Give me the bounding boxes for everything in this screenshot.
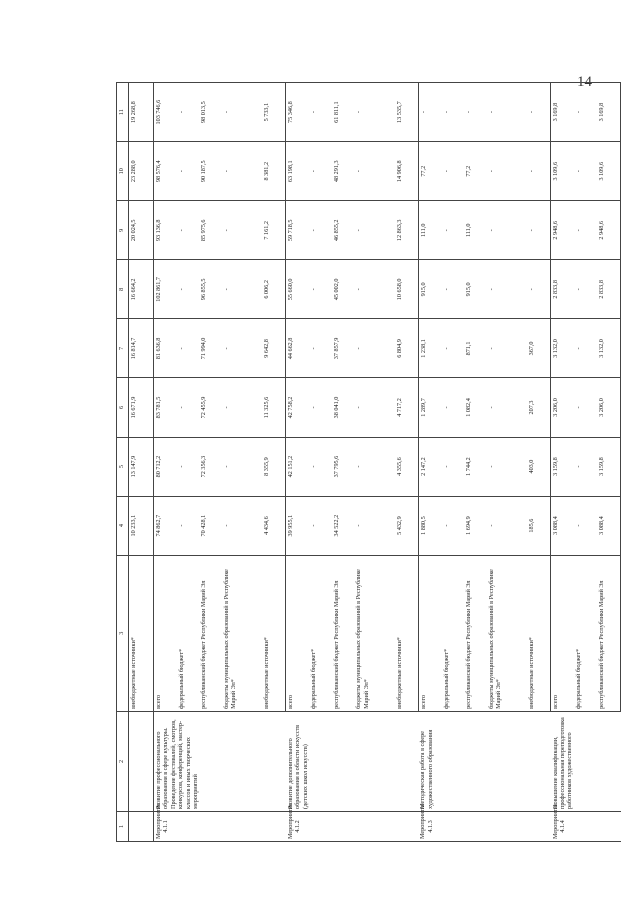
activity-id-cell: Мероприятие 4.1.1 — [153, 811, 285, 841]
value-cell: 2 833,8 — [551, 260, 575, 319]
value-cell: 2 948,6 — [597, 201, 621, 260]
value-cell: 3 206,0 — [597, 378, 621, 437]
funding-source-cell: бюджеты муниципальных образований в Республике Марий Эл* — [487, 555, 527, 711]
value-cell: 90 187,5 — [199, 142, 221, 201]
value-cell: 3 132,0 — [551, 319, 575, 378]
value-cell: 1 082,4 — [464, 378, 486, 437]
activity-name-cell: Методическая работа в сфере художественного образования — [418, 711, 550, 811]
value-cell: - — [487, 496, 527, 555]
value-cell: 103 746,6 — [153, 83, 177, 142]
value-cell: 77,2 — [464, 142, 486, 201]
value-cell: - — [309, 260, 331, 319]
value-cell: 2 147,2 — [418, 437, 442, 496]
value-cell: - — [309, 142, 331, 201]
funding-source-cell: внебюджетные источники* — [527, 555, 551, 711]
value-cell: 75 346,8 — [286, 83, 310, 142]
value-cell: - — [177, 142, 199, 201]
table-row — [551, 83, 575, 842]
value-cell: - — [487, 142, 527, 201]
value-cell: 11 325,6 — [262, 378, 286, 437]
value-cell: 37 857,9 — [332, 319, 354, 378]
funding-source-cell: республиканский бюджет Республики Марий Эл — [597, 555, 621, 711]
value-cell: 8 381,2 — [262, 142, 286, 201]
value-cell: - — [487, 437, 527, 496]
column-header: 8 — [117, 260, 129, 319]
table-row — [153, 83, 177, 842]
value-cell: 19 268,8 — [129, 83, 154, 142]
value-cell: 2 948,6 — [551, 201, 575, 260]
value-cell: - — [574, 201, 596, 260]
value-cell: 98 013,5 — [199, 83, 221, 142]
value-cell: 38 041,0 — [332, 378, 354, 437]
value-cell: - — [574, 83, 596, 142]
value-cell: - — [442, 260, 464, 319]
value-cell: 45 002,0 — [332, 260, 354, 319]
funding-source-cell: внебюджетные источники* — [262, 555, 286, 711]
value-cell: - — [309, 83, 331, 142]
column-header: 5 — [117, 437, 129, 496]
funding-source-cell: бюджеты муниципальных образований в Республике Марий Эл* — [354, 555, 394, 711]
value-cell: - — [354, 378, 394, 437]
value-cell: 111,0 — [464, 201, 486, 260]
page-number: 14 — [577, 74, 592, 90]
funding-source-cell: бюджеты муниципальных образований в Республике Марий Эл* — [222, 555, 262, 711]
value-cell: - — [487, 319, 527, 378]
activity-name-cell: Развитие дополнительного образования в области искусств (детских школ искусств) — [286, 711, 418, 811]
value-cell: 42 758,2 — [286, 378, 310, 437]
value-cell: 48 291,3 — [332, 142, 354, 201]
value-cell: 3 159,8 — [597, 437, 621, 496]
value-cell: 42 151,2 — [286, 437, 310, 496]
activity-name-cell: Развитие профессионального образования в сфере культуры. Проведение фестивалей, смотров, конкурсов, конференций, мастер-классов и иных творческих мероприятий — [153, 711, 285, 811]
value-cell: 93 136,8 — [153, 201, 177, 260]
funding-source-cell: всего — [551, 555, 575, 711]
value-cell: - — [487, 83, 527, 142]
value-cell: - — [464, 83, 486, 142]
activity-name-cell: Повышение квалификации, профессиональная переподготовка работников художественного — [551, 711, 621, 811]
funding-source-cell: республиканский бюджет Республики Марий Эл — [332, 555, 354, 711]
value-cell: - — [442, 496, 464, 555]
column-header: 7 — [117, 319, 129, 378]
value-cell: - — [177, 437, 199, 496]
value-cell: - — [222, 319, 262, 378]
funding-source-cell: республиканский бюджет Республики Марий Эл — [464, 555, 486, 711]
value-cell: 3 088,4 — [597, 496, 621, 555]
value-cell: 4 434,6 — [262, 496, 286, 555]
value-cell: 5 432,9 — [395, 496, 419, 555]
table-row — [129, 83, 154, 842]
value-cell: - — [354, 437, 394, 496]
value-cell: 185,6 — [527, 496, 551, 555]
value-cell: - — [442, 437, 464, 496]
value-cell: 37 795,6 — [332, 437, 354, 496]
value-cell: 96 855,5 — [199, 260, 221, 319]
column-header: 3 — [117, 555, 129, 711]
value-cell: 81 636,8 — [153, 319, 177, 378]
value-cell: 9 642,8 — [262, 319, 286, 378]
value-cell: 3 159,8 — [551, 437, 575, 496]
rotated-table-container — [116, 82, 621, 842]
value-cell: 2 833,8 — [597, 260, 621, 319]
value-cell: - — [442, 83, 464, 142]
value-cell: 5 733,1 — [262, 83, 286, 142]
value-cell: - — [309, 437, 331, 496]
funding-source-cell: всего — [286, 555, 310, 711]
activity-id-cell: Мероприятие 4.1.4 — [551, 811, 621, 841]
value-cell: - — [177, 496, 199, 555]
value-cell: 1 744,2 — [464, 437, 486, 496]
value-cell: 13 535,7 — [395, 83, 419, 142]
value-cell: 16 671,9 — [129, 378, 154, 437]
value-cell: 3 132,0 — [597, 319, 621, 378]
value-cell: 915,0 — [464, 260, 486, 319]
value-cell: - — [574, 319, 596, 378]
value-cell: 871,1 — [464, 319, 486, 378]
value-cell: - — [177, 260, 199, 319]
activity-id-cell: Мероприятие 4.1.3 — [418, 811, 550, 841]
value-cell: 14 906,8 — [395, 142, 419, 201]
value-cell: 63 198,1 — [286, 142, 310, 201]
funding-table — [116, 82, 621, 842]
value-cell: 83 781,5 — [153, 378, 177, 437]
value-cell: - — [309, 319, 331, 378]
funding-source-cell: федеральный бюджет* — [177, 555, 199, 711]
value-cell: - — [177, 83, 199, 142]
value-cell: - — [354, 142, 394, 201]
value-cell: - — [442, 201, 464, 260]
activity-cell — [129, 811, 154, 841]
value-cell: - — [222, 260, 262, 319]
value-cell: 16 814,7 — [129, 319, 154, 378]
funding-source-cell: федеральный бюджет* — [309, 555, 331, 711]
value-cell: 3 109,6 — [551, 142, 575, 201]
table-body — [129, 83, 621, 842]
value-cell: - — [222, 496, 262, 555]
value-cell: - — [574, 378, 596, 437]
value-cell: 77,2 — [418, 142, 442, 201]
value-cell: - — [177, 378, 199, 437]
value-cell: 4 355,6 — [395, 437, 419, 496]
value-cell: - — [487, 378, 527, 437]
value-cell: 72 356,3 — [199, 437, 221, 496]
value-cell: - — [442, 319, 464, 378]
value-cell: - — [354, 260, 394, 319]
value-cell: - — [574, 142, 596, 201]
funding-source-cell: внебюджетные источники* — [129, 555, 154, 711]
column-header: 6 — [117, 378, 129, 437]
value-cell: 3 169,8 — [597, 83, 621, 142]
value-cell: 46 855,2 — [332, 201, 354, 260]
column-header: 9 — [117, 201, 129, 260]
value-cell: - — [527, 201, 551, 260]
value-cell: 915,0 — [418, 260, 442, 319]
value-cell: 55 660,0 — [286, 260, 310, 319]
value-cell: 367,0 — [527, 319, 551, 378]
value-cell: 10 658,0 — [395, 260, 419, 319]
value-cell: 80 712,2 — [153, 437, 177, 496]
value-cell: - — [222, 83, 262, 142]
value-cell: 3 169,8 — [551, 83, 575, 142]
value-cell: 1 238,1 — [418, 319, 442, 378]
value-cell: 111,0 — [418, 201, 442, 260]
value-cell: 74 862,7 — [153, 496, 177, 555]
value-cell: 3 109,6 — [597, 142, 621, 201]
value-cell: 39 955,1 — [286, 496, 310, 555]
value-cell: - — [527, 260, 551, 319]
value-cell: 61 811,1 — [332, 83, 354, 142]
activity-name-cell — [129, 711, 154, 811]
column-header: 4 — [117, 496, 129, 555]
value-cell: - — [309, 201, 331, 260]
value-cell: - — [222, 378, 262, 437]
value-cell: 34 522,2 — [332, 496, 354, 555]
value-cell: - — [222, 437, 262, 496]
value-cell: - — [354, 496, 394, 555]
funding-source-cell: республиканский бюджет Республики Марий Эл — [199, 555, 221, 711]
value-cell: 13 147,9 — [129, 437, 154, 496]
column-header: 1 — [117, 811, 129, 841]
value-cell: 102 861,7 — [153, 260, 177, 319]
value-cell: - — [527, 142, 551, 201]
value-cell: - — [574, 496, 596, 555]
value-cell: 6 006,2 — [262, 260, 286, 319]
column-header: 11 — [117, 83, 129, 142]
column-header: 10 — [117, 142, 129, 201]
value-cell: 71 994,0 — [199, 319, 221, 378]
value-cell: 1 880,5 — [418, 496, 442, 555]
value-cell: 7 161,2 — [262, 201, 286, 260]
value-cell: 6 804,9 — [395, 319, 419, 378]
value-cell: 3 088,4 — [551, 496, 575, 555]
value-cell: 3 206,0 — [551, 378, 575, 437]
value-cell: - — [354, 319, 394, 378]
value-cell: - — [418, 83, 442, 142]
value-cell: 16 664,2 — [129, 260, 154, 319]
value-cell: - — [177, 319, 199, 378]
value-cell: - — [527, 83, 551, 142]
value-cell: - — [574, 437, 596, 496]
value-cell: 44 662,8 — [286, 319, 310, 378]
value-cell: 8 355,9 — [262, 437, 286, 496]
value-cell: - — [222, 142, 262, 201]
value-cell: 1 694,9 — [464, 496, 486, 555]
value-cell: 70 428,1 — [199, 496, 221, 555]
value-cell: - — [487, 260, 527, 319]
value-cell: 4 717,2 — [395, 378, 419, 437]
value-cell: - — [354, 83, 394, 142]
activity-id-cell: Мероприятие 4.1.2 — [286, 811, 418, 841]
table-row — [418, 83, 442, 842]
value-cell: 403,0 — [527, 437, 551, 496]
funding-source-cell: федеральный бюджет* — [574, 555, 596, 711]
value-cell: 59 718,5 — [286, 201, 310, 260]
header-row — [117, 83, 129, 842]
value-cell: - — [442, 378, 464, 437]
value-cell: 23 288,0 — [129, 142, 154, 201]
value-cell: 12 863,3 — [395, 201, 419, 260]
value-cell: 20 024,5 — [129, 201, 154, 260]
funding-source-cell: федеральный бюджет* — [442, 555, 464, 711]
value-cell: - — [442, 142, 464, 201]
value-cell: - — [574, 260, 596, 319]
value-cell: - — [309, 496, 331, 555]
value-cell: - — [177, 201, 199, 260]
value-cell: - — [309, 378, 331, 437]
value-cell: 10 233,1 — [129, 496, 154, 555]
value-cell: - — [354, 201, 394, 260]
table-row — [286, 83, 310, 842]
value-cell: 1 289,7 — [418, 378, 442, 437]
value-cell: - — [487, 201, 527, 260]
funding-source-cell: внебюджетные источники* — [395, 555, 419, 711]
value-cell: 207,3 — [527, 378, 551, 437]
funding-source-cell: всего — [418, 555, 442, 711]
column-header: 2 — [117, 711, 129, 811]
value-cell: - — [222, 201, 262, 260]
value-cell: 72 455,9 — [199, 378, 221, 437]
value-cell: 85 975,6 — [199, 201, 221, 260]
funding-source-cell: всего — [153, 555, 177, 711]
value-cell: 98 576,4 — [153, 142, 177, 201]
